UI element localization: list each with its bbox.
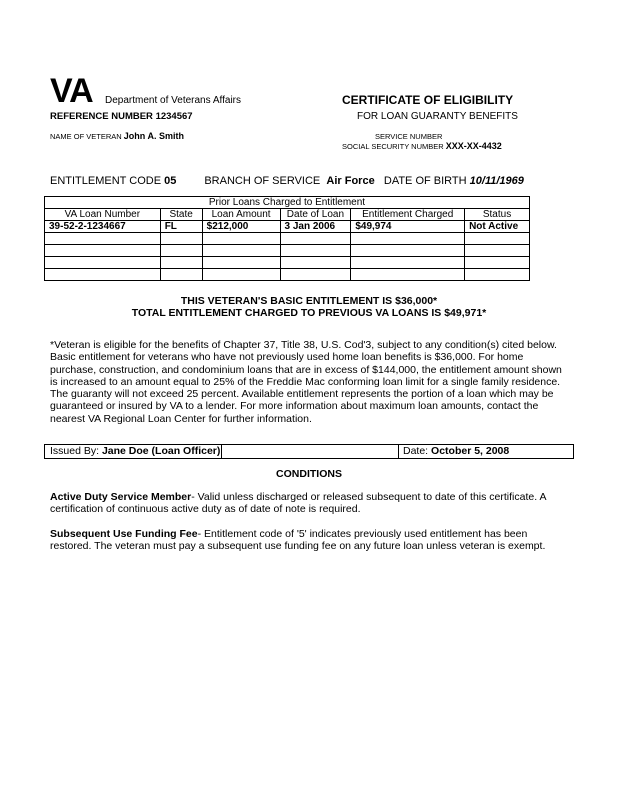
issued-blank — [222, 445, 399, 458]
table-cell: FL — [160, 221, 202, 233]
reference-number — [50, 111, 193, 122]
condition-item — [50, 528, 570, 553]
column-header: Entitlement Charged — [351, 209, 465, 221]
table-cell: Not Active — [465, 221, 530, 233]
table-cell: 39-52-2-1234667 — [45, 221, 161, 233]
va-logo: VA — [50, 72, 93, 110]
issued-date — [398, 445, 509, 458]
table-cell: 3 Jan 2006 — [280, 221, 351, 233]
table-row-empty — [45, 245, 530, 257]
column-header: Status — [465, 209, 530, 221]
veteran-name: John A. Smith — [123, 131, 184, 141]
column-header: VA Loan Number — [45, 209, 161, 221]
ssn-value: XXX-XX-4432 — [445, 141, 502, 151]
table-cell: $49,974 — [351, 221, 465, 233]
total-entitlement: TOTAL ENTITLEMENT CHARGED TO PREVIOUS VA LOANS IS $49,971* — [131, 307, 487, 319]
table-row — [45, 221, 530, 233]
footnote-paragraph: *Veteran is eligible for the benefits of Chapter 37, Title 38, U.S. Cod'3, subject to any condition(s) cited below. Basic entitlement for veterans who have not previously used home loan benefits is $36,000. For home purchase, construction, and condominium loans that are in excess of $144,000, the entitlement amount shown is increased to an amount equal to 25% of the Freddie Mac conforming loan limit for a single family residence. The guaranty will not exceed 25 percent. Available entitlement represents the portion of a loan which may be guaranteed or insured by VA to a lender. For more information about maximum loan amounts, contact the nearest VA Regional Loan Center for further information. — [50, 339, 562, 425]
table-caption: Prior Loans Charged to Entitlement — [45, 197, 530, 209]
issued-date-value: October 5, 2008 — [431, 445, 510, 457]
dob-label: DATE OF BIRTH — [383, 175, 467, 187]
table-row-empty — [45, 257, 530, 269]
entitlement-summary — [0, 295, 618, 319]
reference-label: REFERENCE NUMBER — [50, 111, 153, 122]
table-cell: $212,000 — [202, 221, 280, 233]
ssn-line — [342, 141, 502, 151]
ssn-label: SOCIAL SECURITY NUMBER — [342, 142, 444, 151]
department-name: Department of Veterans Affairs — [105, 95, 242, 106]
conditions-title: CONDITIONS — [276, 468, 342, 480]
table-row-empty — [45, 233, 530, 245]
condition-text: - Valid unless discharged or released subsequent to date of this certificate. A certification of continuous active duty as of date of note is required. — [50, 491, 546, 516]
branch-value: Air Force — [326, 175, 375, 187]
column-header: State — [160, 209, 202, 221]
issued-by-label: Issued By: — [50, 445, 100, 457]
entitlement-code-label: ENTITLEMENT CODE — [50, 175, 162, 187]
condition-item — [50, 491, 570, 516]
table-header-row — [45, 209, 530, 221]
condition-text: - Entitlement code of '5' indicates previously used entitlement has been restored. The veteran must pay a subsequent use funding fee on any future loan unless veteran is exempt. — [50, 528, 546, 553]
reference-value: 1234567 — [155, 111, 193, 122]
basic-entitlement: THIS VETERAN'S BASIC ENTITLEMENT IS $36,000* — [180, 295, 438, 307]
issued-by-value: Jane Doe (Loan Officer) — [101, 445, 221, 457]
certificate-title: CERTIFICATE OF ELIGIBILITY — [342, 93, 514, 107]
issued-by — [45, 445, 222, 458]
entitlement-code: 05 — [164, 175, 177, 187]
veteran-name-line — [50, 131, 184, 141]
branch-label: BRANCH OF SERVICE — [204, 175, 321, 187]
table-row-empty — [45, 269, 530, 281]
issued-by-box — [44, 444, 574, 459]
table-caption-row — [45, 197, 530, 209]
issued-date-label: Date: — [403, 445, 429, 457]
condition-title: Subsequent Use Funding Fee — [50, 528, 198, 540]
veteran-name-label: NAME OF VETERAN — [50, 132, 122, 141]
prior-loans-table — [44, 196, 530, 281]
condition-title: Active Duty Service Member — [50, 491, 192, 503]
column-header: Loan Amount — [202, 209, 280, 221]
dob-value: 10/11/1969 — [469, 175, 524, 187]
column-header: Date of Loan — [280, 209, 351, 221]
certificate-subtitle: FOR LOAN GUARANTY BENEFITS — [357, 111, 518, 122]
service-number-label: SERVICE NUMBER — [375, 132, 443, 141]
entitlement-row — [50, 175, 524, 187]
